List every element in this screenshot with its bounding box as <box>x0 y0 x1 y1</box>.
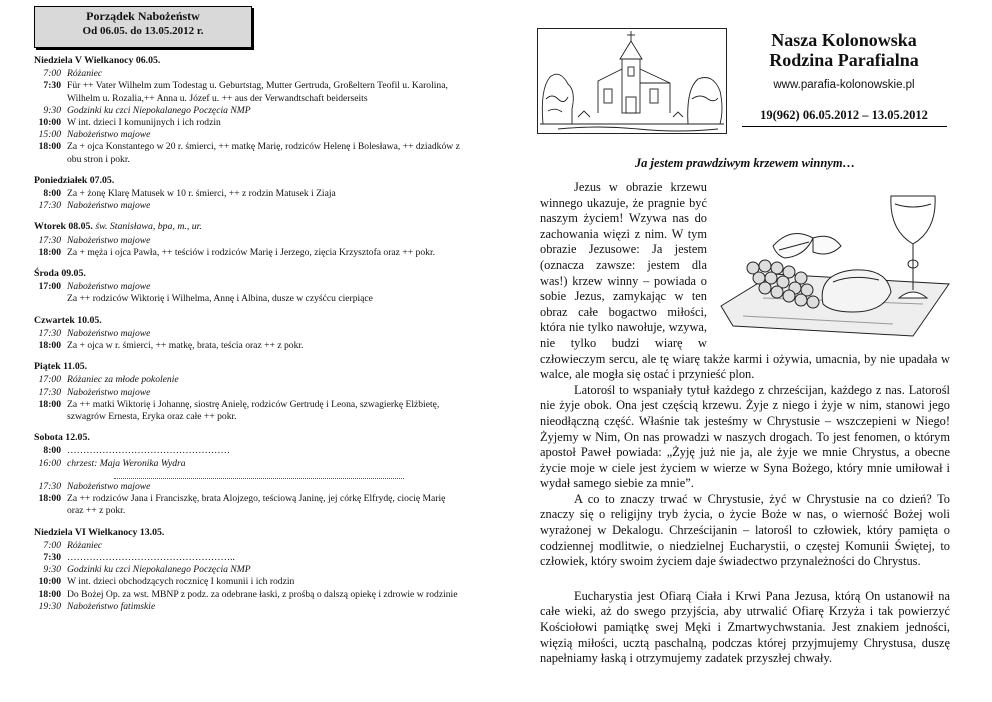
entry-intention: Nabożeństwo majowe <box>67 129 151 141</box>
schedule-entry <box>34 105 462 117</box>
entry-time: 17:30 <box>38 234 61 246</box>
schedule-entry <box>34 540 462 552</box>
day-title-text: Piątek 11.05. <box>34 361 88 373</box>
entry-time: 19:30 <box>38 600 61 612</box>
schedule-entry <box>34 188 462 200</box>
day-title-text: Środa 09.05. <box>34 268 86 280</box>
day-title <box>34 315 462 327</box>
article-body <box>540 180 950 667</box>
entry-time: 17:30 <box>38 386 61 398</box>
entry-intention: Godzinki ku czci Niepokalanego Poczęcia NMP <box>67 564 251 576</box>
entry-intention: Nabożeństwo majowe <box>67 200 151 212</box>
schedule-entry <box>34 247 462 259</box>
entry-time: 18:00 <box>38 398 61 410</box>
entry-intention: Nabożeństwo majowe <box>67 234 151 246</box>
entry-intention: Nabożeństwo majowe <box>67 480 151 492</box>
schedule-entry <box>34 445 462 457</box>
parish-url[interactable]: www.parafia-kolonowskie.pl <box>773 79 915 91</box>
schedule-entry <box>34 458 462 470</box>
entry-intention: Za + żonę Klarę Matusek w 10 r. śmierci, ++ z rodzin Matusek i Ziaja <box>67 188 336 200</box>
entry-time: 7:30 <box>43 551 61 563</box>
schedule-entry <box>34 340 462 352</box>
chalice-grapes-bread-icon <box>713 186 950 340</box>
mass-schedule <box>34 6 462 613</box>
entry-time: 17:00 <box>38 281 61 293</box>
day-feast: św. Stanisława, bpa, m., ur. <box>95 221 202 233</box>
entry-intention: Różaniec <box>67 539 103 551</box>
entry-intention: Za ++ matki Wiktorię i Johannę, siostrę Anielę, rodziców Gertrudę i Leona, szwagierkę Elżbietę, szwagrów Ernesta, Eryka oraz całe ++ pokr. <box>67 398 440 423</box>
entry-intention: Nabożeństwo majowe <box>67 327 151 339</box>
entry-time: 18:00 <box>38 588 61 600</box>
schedule-entry <box>34 117 462 129</box>
entry-intention: Nabożeństwo fatimskie <box>67 600 156 612</box>
entry-time: 17:30 <box>38 327 61 339</box>
schedule-day <box>34 315 462 353</box>
schedule-entry <box>34 68 462 80</box>
entry-intention: …………………………………………….. <box>67 551 235 563</box>
day-title <box>34 361 462 373</box>
schedule-entry <box>34 235 462 247</box>
schedule-day <box>34 432 462 517</box>
day-title <box>34 527 462 539</box>
entry-intention: Godzinki ku czci Niepokalanego Poczęcia NMP <box>67 104 251 116</box>
day-title-text: Niedziela V Wielkanocy 06.05. <box>34 55 161 66</box>
dotted-separator <box>114 470 404 479</box>
schedule-header <box>34 6 252 48</box>
schedule-entry <box>34 399 462 423</box>
schedule-entry <box>34 200 462 212</box>
schedule-title: Porządek Nabożeństw <box>86 9 200 23</box>
article-title: Ja jestem prawdziwym krzewem winnym… <box>634 156 856 170</box>
entry-time: 16:00 <box>38 457 61 469</box>
schedule-dates: Od 06.05. do 13.05.2012 r. <box>82 25 204 38</box>
entry-time: 7:00 <box>43 539 61 551</box>
day-title-text: Czwartek 10.05. <box>34 314 102 326</box>
schedule-day <box>34 361 462 423</box>
entry-time: 10:00 <box>38 117 61 129</box>
entry-intention: Za + męża i ojca Pawła, ++ teściów i rodziców Marię i Jerzego, zięcia Krzysztofa oraz ++ pokr. <box>67 246 436 258</box>
entry-time: 18:00 <box>38 141 61 153</box>
entry-intention: Różaniec <box>67 68 103 80</box>
entry-time: 8:00 <box>43 188 61 200</box>
schedule-entry <box>34 281 462 293</box>
masthead-title-line1: Nasza Kolonowska <box>771 30 917 50</box>
entry-intention: …………………………………………… <box>67 445 231 457</box>
day-title <box>34 432 462 444</box>
article-paragraph-1: Jezus w obrazie krzewu winnego ukazuje, że pragnie być naszym życiem! Wzywa nas do zachowania więzi z nim. W tym obrazie Jezusowe: Ja jestem (oznacza zawsze: jestem dla was!) krzew winny – powiada o sobie Jezus, zamykając w ten obraz całe bogactwo miłości, która nie tylko nawołuje, wzywa, nie tylko budzi wiarę w człowieczym sercu, ale tę wiarę także karmi i ożywia, umacnia, by nie upadała w walce, ale mogła się ostać i przynieść plon. <box>540 180 950 382</box>
entry-intention: Für ++ Vater Wilhelm zum Todestag u. Geburtstag, Mutter Gertruda, Großeltern Teofil u. Karolina, Wilhelm u. Rozalia,++ Anna u. Józef u. ++ aus der Verwandtschaft beiderseits <box>67 80 448 104</box>
entry-time: 7:30 <box>43 80 61 92</box>
entry-intention: Różaniec za młode pokolenie <box>67 374 179 386</box>
entry-intention: Za ++ rodziców Wiktorię i Wilhelma, Annę i Albina, dusze w czyśćcu cierpiące <box>67 293 373 305</box>
entry-intention: W int. dzieci I komunijnych i ich rodzin <box>67 117 221 129</box>
issue-number: 19(962) 06.05.2012 – 13.05.2012 <box>760 108 928 122</box>
entry-time: 10:00 <box>38 576 61 588</box>
day-title <box>34 175 462 187</box>
entry-time: 18:00 <box>38 246 61 258</box>
day-title-text: Poniedziałek 07.05. <box>34 174 115 186</box>
entry-time: 17:30 <box>38 200 61 212</box>
entry-intention: Nabożeństwo majowe <box>67 386 151 398</box>
entry-time: 18:00 <box>38 493 61 505</box>
schedule-entry <box>34 601 462 613</box>
schedule-entry <box>34 374 462 386</box>
schedule-entry <box>34 576 462 588</box>
schedule-entry <box>34 80 462 104</box>
day-title-text: Sobota 12.05. <box>34 432 90 444</box>
entry-time: 8:00 <box>43 445 61 457</box>
schedule-day <box>34 527 462 613</box>
schedule-days <box>34 55 462 613</box>
schedule-entry <box>34 493 462 517</box>
entry-time <box>34 293 67 305</box>
schedule-entry <box>34 328 462 340</box>
entry-intention: Do Bożej Op. za wst. MBNP z podz. za odebrane łaski, z prośbą o dalszą opiekę i zdrowie w rodzinie <box>67 588 458 600</box>
schedule-entry <box>34 141 462 165</box>
day-title-text: Wtorek 08.05. <box>34 221 93 233</box>
day-title <box>34 221 462 233</box>
schedule-entry <box>34 293 462 305</box>
entry-time: 17:00 <box>38 374 61 386</box>
schedule-day <box>34 175 462 213</box>
schedule-entry <box>34 129 462 141</box>
schedule-entry <box>34 552 462 564</box>
entry-time: 18:00 <box>38 340 61 352</box>
church-drawing-icon <box>538 29 726 133</box>
masthead-title-line2: Rodzina Parafialna <box>769 50 919 70</box>
article-paragraph-4: Eucharystia jest Ofiarą Ciała i Krwi Pana Jezusa, którą On ustanowił na całe wieki, aż do swego przyjścia, aby utrwalić Ofiarę Krzyża i tak powierzyć Kościołowi pamiątkę swej Męki i Zmartwychwstania. Jest znakiem jedności, więzią miłości, ucztą paschalną, podczas której przyjmujemy Chrystusa, duszę napełniamy łaską i otrzymujemy zadatek przyszłej chwały. <box>540 588 950 666</box>
schedule-entry <box>34 589 462 601</box>
entry-intention: W int. dzieci obchodzących rocznicę I komunii i ich rodzin <box>67 576 295 588</box>
schedule-entry <box>34 387 462 399</box>
day-title-text: Niedziela VI Wielkanocy 13.05. <box>34 526 165 538</box>
schedule-entry <box>34 481 462 493</box>
church-illustration <box>537 28 727 134</box>
entry-intention: Za + ojca w r. śmierci, ++ matkę, brata, teścia oraz ++ z pokr. <box>67 340 304 352</box>
day-title <box>34 268 462 280</box>
day-title <box>34 55 462 67</box>
entry-time: 7:00 <box>43 68 61 80</box>
schedule-day <box>34 221 462 259</box>
entry-time: 9:30 <box>43 564 61 576</box>
article-paragraph-2: Latorośl to wspaniały tytuł każdego z chrześcijan, każdego z nas. Latorośl nie żyje obok. Ona jest częścią krzewu. Żyje z niego i żyje w nim, stanowi jego nieodłączną część. Właśnie tak jesteśmy w Chrystusie – wszczepieni w Niego! Żyjemy w Nim, On nas prowadzi w naszych drogach. To jest fenomen, o którym apostoł Paweł powiada: „Żyję już nie ja, ale żyje we mnie Chrystus, a obecne życie moje w ciele jest życiem w wierze w Syna Bożego, który mnie umiłował i wydał samego siebie za mnie”. <box>540 382 950 491</box>
masthead-rule <box>742 126 947 127</box>
entry-time: 17:30 <box>38 480 61 492</box>
entry-intention: Za ++ rodziców Jana i Franciszkę, brata Alojzego, teściową Janinę, jej córkę Elfrydę, ciocię Marię oraz ++ z pokr. <box>67 493 446 517</box>
entry-intention: chrzest: Maja Weronika Wydra <box>67 457 186 469</box>
entry-intention: Za + ojca Konstantego w 20 r. śmierci, ++ matkę Marię, rodziców Helenę i Bolesława, ++ dziadków z obu stron i pokr. <box>67 141 460 165</box>
entry-time: 9:30 <box>43 104 61 116</box>
schedule-day <box>34 55 462 166</box>
masthead <box>733 30 955 127</box>
entry-time: 15:00 <box>38 129 61 141</box>
schedule-entry <box>34 564 462 576</box>
schedule-day <box>34 268 462 306</box>
entry-intention: Nabożeństwo majowe <box>67 281 151 293</box>
article-paragraph-3: A co to znaczy trwać w Chrystusie, żyć w Chrystusie na co dzień? To znaczy się o religijny tryb życia, o życie Boże w nas, o wierność Bożej woli wyrażonej w Dekalogu. Chrześcijanin – latorośl to człowiek, który pamięta o codziennej modlitwie, o niedzielnej Eucharystii, o częstej Komunii Świętej, to człowiek, który swoim życiem daje świadectwo przynależności do Chrystus. <box>540 491 950 569</box>
